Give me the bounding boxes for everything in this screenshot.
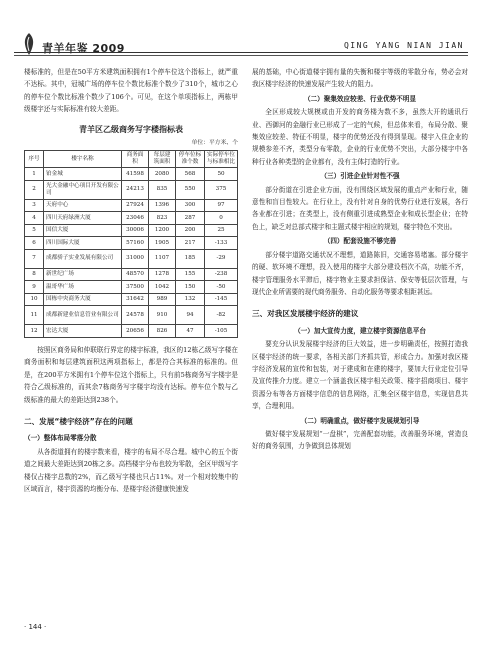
table-header: 每层建筑面积 <box>149 151 176 168</box>
paragraph: 要充分认识发展楼宇经济的巨大效益，进一步明确责任，按照打造我区楼宇经济的统一要求，各相关部门齐抓共管，形成合力。加强对我区楼宇经济发展的宣传和包装，对于建成和在建的楼宇，要加大行业定位引导及宣传推介力度。建立一个涵盖我区楼宇相关政策、楼宇招商项目、楼宇资源分布等各方面楼宇信息的信息网络，汇集全区楼宇信息，实现信息共享，合理利用。 <box>252 340 468 411</box>
table-cell: 3 <box>25 199 44 212</box>
table-cell: 37500 <box>122 281 149 294</box>
table-cell: 47 <box>176 325 205 338</box>
table-cell: 20656 <box>122 325 149 338</box>
table-cell: 0 <box>205 212 238 225</box>
subsection-heading: （四）配套设施不够完善 <box>323 237 397 246</box>
table-cell: 2 <box>25 180 44 199</box>
table-row <box>25 293 238 306</box>
table-cell: 823 <box>149 212 176 225</box>
table-cell: 7 <box>25 249 44 268</box>
subsection-heading: （二）明确重点，做好楼宇发展规划引导 <box>300 416 420 425</box>
table-cell: 24578 <box>122 306 149 325</box>
table-cell: 568 <box>176 168 205 181</box>
table-cell: 四川天府绿洲大厦 <box>44 212 122 225</box>
paragraph: 从各街道拥有的楼宇数来看，楼宇的布局不尽合理。城中心的五个街道之间最大差距达到20栋之多。高档楼宇分布也较为零散，全区甲级写字楼仅占楼宇总数的2%，而乙级写字楼也只占11%。对一个相对较集中的区域而言，楼宇资源的均衡分布、是楼宇经济健康快速发 <box>24 447 238 493</box>
table-cell: 天府中心 <box>44 199 122 212</box>
section-heading: 三、对我区发展楼宇经济的建议 <box>252 309 359 319</box>
table-cell: 31642 <box>122 293 149 306</box>
table-cell: -50 <box>205 281 238 294</box>
table-cell: 132 <box>176 293 205 306</box>
right-column <box>252 66 468 453</box>
table-cell: 27924 <box>122 199 149 212</box>
table-cell: 25 <box>205 224 238 237</box>
table-cell: -145 <box>205 293 238 306</box>
header-rule <box>14 52 468 53</box>
table-cell: -105 <box>205 325 238 338</box>
table-cell: 1200 <box>149 224 176 237</box>
table-row <box>25 237 238 250</box>
table-header: 楼宇名称 <box>44 151 122 168</box>
table-cell: 9 <box>25 281 44 294</box>
table-cell: -238 <box>205 268 238 281</box>
yearbook-title: 青羊年鉴 2009 <box>42 42 125 55</box>
paragraph: 做好楼宇发展规划“一盘棋”，完善配套功能，改善服务环境，营造良好的商务氛围，力争做到总体规划 <box>252 429 468 451</box>
table-cell: 成都新建业信息管业有限公司 <box>44 306 122 325</box>
table-cell: 四川国际大厦 <box>44 237 122 250</box>
yearbook-pinyin: QING YANG NIAN JIAN <box>343 41 464 50</box>
table-cell: 41598 <box>122 168 149 181</box>
table-cell: 835 <box>149 180 176 199</box>
table-row <box>25 306 238 325</box>
subsection-heading: （二）聚集效应较差、行业优势不明显 <box>303 94 417 103</box>
table-cell: 宏达大厦 <box>44 325 122 338</box>
paragraph: 部分街道在引进企业方面，没有围绕区域发展的重点产业和行业，随意性和盲目性较大。在行业上，没有针对自身的优势行业进行发展，各行各业都在引进；在类型上，没有侧重引进成熟型企业和成长型企业；在特色上，缺乏对总部式楼宇和主题式楼宇相应的规划，楼宇特色不突出。 <box>252 185 468 231</box>
table-cell: 1042 <box>149 281 176 294</box>
table-cell: 57160 <box>122 237 149 250</box>
table-cell: 成都骄子实业发展有限公司 <box>44 249 122 268</box>
header-rule-thin <box>14 55 468 56</box>
table-cell: 200 <box>176 224 205 237</box>
table-cell: 12 <box>25 325 44 338</box>
table-cell: 150 <box>176 281 205 294</box>
paragraph: 按照区商务局和仲联联行界定的楼宇标准，我区的12栋乙级写字楼在商务面积和每层建筑面积这两项指标上，都是符合其标准的标准的。但是，在200平方米拥有1个停车位这个指标上，只有前5栋商务写字楼宇是符合乙级标准的，而其余7栋商务写字楼宇均没有达标。停车位个数与乙级标准的最大的差距达到238个。 <box>24 345 238 404</box>
paragraph: 展的基础，中心街道楼宇拥有量的失衡和楼宇等级的零散分布，势必会对我区楼宇经济的快速发展产生较大的阻力。 <box>252 68 468 89</box>
subsection-heading: （三）引进企业针对性不强 <box>320 172 400 181</box>
table-cell: 550 <box>176 180 205 199</box>
table-cell: 217 <box>176 237 205 250</box>
paragraph: 部分楼宇道路交通状况不理想，道路陈旧，交通容易堵塞。部分楼宇的硬、软环境不理想，投入使用的楼宇大部分建设档次不高，功能不齐，楼宇管理服务水平滞后，楼宇物业主要求担保洁、保安等低层次管理，与现代企业所需要的现代商务服务、自动化服务等要求相距甚远。 <box>252 250 468 296</box>
table-cell: 97 <box>205 199 238 212</box>
table-header: 实际停车位与标准相比 <box>205 151 238 168</box>
table-cell: 23046 <box>122 212 149 225</box>
table-cell: 48570 <box>122 268 149 281</box>
table-cell: 1107 <box>149 249 176 268</box>
table-header: 商务面积 <box>122 151 149 168</box>
table-cell: 31000 <box>122 249 149 268</box>
table-cell: 国信大厦 <box>44 224 122 237</box>
table-title: 青羊区乙级商务写字楼指标表 <box>79 124 183 134</box>
table-cell: 910 <box>149 306 176 325</box>
table-cell: 国栋中央商务大厦 <box>44 293 122 306</box>
table-cell: -82 <box>205 306 238 325</box>
table-cell: -29 <box>205 249 238 268</box>
table-cell: 温哥华广场 <box>44 281 122 294</box>
table-cell: 新世纪广场 <box>44 268 122 281</box>
table-row <box>25 268 238 281</box>
table-cell: 1396 <box>149 199 176 212</box>
table-row <box>25 249 238 268</box>
table-cell: 8 <box>25 268 44 281</box>
table-row <box>25 199 238 212</box>
table-cell: 94 <box>176 306 205 325</box>
page-number: · 144 · <box>24 623 47 631</box>
table-cell: 光大金融中心项目开发有限公司 <box>44 180 122 199</box>
subsection-heading: （一）整体布局零落分散 <box>24 434 97 443</box>
table-row <box>25 281 238 294</box>
paragraph: 楼标准的，但是在50平方米建筑面积拥有1个停车位这个指标上，就严重不达标。其中，冠城广场的停车位个数比标准个数少了310个，城市之心的停车位个数比标准个数少了106个。可见，在这个单项指标上，两栋甲级楼宇还与实际标准有较大差距。 <box>24 68 238 114</box>
table-cell: 287 <box>176 212 205 225</box>
table-row <box>25 224 238 237</box>
table-cell: 6 <box>25 237 44 250</box>
table-cell: 300 <box>176 199 205 212</box>
paragraph: 全区形成较大规模或由开发的商务楼为数不多，虽然大开的通讯行业、西御河的金融行业已形成了一定的气候，但总体来看，布局分散、聚集效应较差、特征不明显，楼宇的优势还没有得到显现。楼宇入住企业的规模参差不齐，类型分布零散，企业的行业优势不突出，大部分楼宇中各种行业各种类型的企业都有，没有主体打造的行业。 <box>252 108 468 166</box>
table-cell: 375 <box>205 180 238 199</box>
left-column <box>24 66 238 495</box>
table-cell: 185 <box>176 249 205 268</box>
table-cell: 24213 <box>122 180 149 199</box>
subsection-heading: （一）加大宣传力度，建立楼宇资源信息平台 <box>294 326 426 335</box>
table-cell: 1 <box>25 168 44 181</box>
section-heading: 二、发展“楼宇经济”存在的问题 <box>24 416 133 426</box>
table-cell: 5 <box>25 224 44 237</box>
table-cell: 10 <box>25 293 44 306</box>
table-header: 停车位标准个数 <box>176 151 205 168</box>
table-row <box>25 168 238 181</box>
table-cell: 989 <box>149 293 176 306</box>
table-cell: -133 <box>205 237 238 250</box>
table-header: 序号 <box>25 151 44 168</box>
table-cell: 4 <box>25 212 44 225</box>
table-unit: 单位：平方米、个 <box>191 140 238 147</box>
table-cell: 11 <box>25 306 44 325</box>
table-cell: 50 <box>205 168 238 181</box>
table-cell: 2080 <box>149 168 176 181</box>
table-row <box>25 180 238 199</box>
table-cell: 155 <box>176 268 205 281</box>
page-header <box>14 38 468 58</box>
table-row <box>25 325 238 338</box>
table-cell: 826 <box>149 325 176 338</box>
table-cell: 铂金城 <box>44 168 122 181</box>
table-cell: 1278 <box>149 268 176 281</box>
table-row <box>25 212 238 225</box>
office-building-table <box>24 150 238 338</box>
table-cell: 30006 <box>122 224 149 237</box>
table-cell: 1905 <box>149 237 176 250</box>
